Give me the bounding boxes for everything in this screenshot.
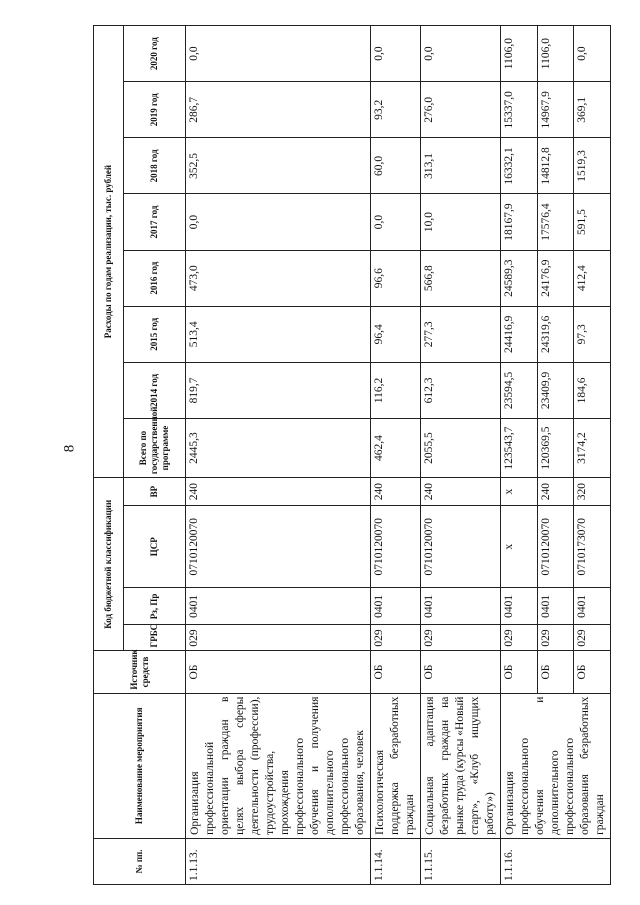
header-rzpr: Рз, Пр (124, 588, 186, 625)
row-csr: 0710120070 (421, 506, 501, 588)
header-year: 2018 год (124, 138, 186, 194)
header-year: 2016 год (124, 250, 186, 306)
row-year-value: 313,1 (421, 138, 501, 194)
row-csr: 0710173070 (574, 506, 611, 588)
row-rzpr: 0401 (371, 588, 421, 625)
row-year-value: 612,3 (421, 362, 501, 418)
row-grbs: 029 (537, 625, 574, 651)
header-year: 2014 год (124, 362, 186, 418)
row-source: ОБ (501, 651, 538, 693)
row-year-value: 1106,0 (537, 26, 574, 82)
row-year-value: 0,0 (371, 194, 421, 250)
row-year-value: 566,8 (421, 250, 501, 306)
row-year-value: 17576,4 (537, 194, 574, 250)
row-year-value: 24589,3 (501, 250, 538, 306)
row-vr: 240 (421, 478, 501, 506)
row-total: 120369,5 (537, 418, 574, 477)
row-year-value: 16332,1 (501, 138, 538, 194)
row-csr: 0710120070 (371, 506, 421, 588)
header-no: № пп. (94, 838, 186, 884)
row-year-value: 15337,0 (501, 82, 538, 138)
header-source: Источник средств (94, 651, 186, 693)
row-vr: 320 (574, 478, 611, 506)
header-kbk: Код бюджетной классификации (94, 478, 124, 651)
row-rzpr: 0401 (537, 588, 574, 625)
budget-table (93, 25, 611, 885)
row-no: 1.1.14. (371, 838, 421, 884)
table-row (186, 26, 371, 885)
row-year-value: 60,0 (371, 138, 421, 194)
row-name: Организация профессиональной ориентации граждан в целях выбора сферы деятельности (профессии), трудоустройства, прохождения профессионального обучения и получения дополнительного профессионального образования, человек (186, 693, 371, 838)
row-year-value: 23594,5 (501, 362, 538, 418)
header-year: 2019 год (124, 82, 186, 138)
row-year-value: 0,0 (421, 26, 501, 82)
row-year-value: 0,0 (371, 26, 421, 82)
row-total: 462,4 (371, 418, 421, 477)
row-csr: 0710120070 (537, 506, 574, 588)
row-source: ОБ (371, 651, 421, 693)
row-source: ОБ (421, 651, 501, 693)
row-csr: 0710120070 (186, 506, 371, 588)
row-year-value: 116,2 (371, 362, 421, 418)
row-vr: 240 (537, 478, 574, 506)
row-year-value: 24176,9 (537, 250, 574, 306)
row-year-value: 1519,3 (574, 138, 611, 194)
row-year-value: 24416,9 (501, 306, 538, 362)
table-row (421, 26, 501, 885)
row-year-value: 96,4 (371, 306, 421, 362)
row-year-value: 18167,9 (501, 194, 538, 250)
row-year-value: 513,4 (186, 306, 371, 362)
row-year-value: 352,5 (186, 138, 371, 194)
row-rzpr: 0401 (186, 588, 371, 625)
header-vr: ВР (124, 478, 186, 506)
rotated-page (93, 25, 623, 885)
row-total: 2445,3 (186, 418, 371, 477)
row-year-value: 97,3 (574, 306, 611, 362)
row-vr: х (501, 478, 538, 506)
row-year-value: 23409,9 (537, 362, 574, 418)
row-vr: 240 (371, 478, 421, 506)
row-no: 1.1.13. (186, 838, 371, 884)
row-year-value: 819,7 (186, 362, 371, 418)
row-year-value: 286,7 (186, 82, 371, 138)
page-number: 8 (61, 444, 78, 453)
row-year-value: 10,0 (421, 194, 501, 250)
row-total: 3174,2 (574, 418, 611, 477)
row-year-value: 93,2 (371, 82, 421, 138)
row-year-value: 184,6 (574, 362, 611, 418)
row-year-value: 277,3 (421, 306, 501, 362)
row-grbs: 029 (501, 625, 538, 651)
row-year-value: 14812,8 (537, 138, 574, 194)
header-csr: ЦСР (124, 506, 186, 588)
header-name: Наименование мероприятия (94, 693, 186, 838)
row-year-value: 0,0 (186, 194, 371, 250)
header-year: 2020 год (124, 26, 186, 82)
header-total: Всего по государственной программе (124, 418, 186, 477)
row-year-value: 96,6 (371, 250, 421, 306)
row-year-value: 412,4 (574, 250, 611, 306)
row-year-value: 591,5 (574, 194, 611, 250)
row-rzpr: 0401 (421, 588, 501, 625)
row-name: Организация профессионального обучения и дополнительного профессионального образования безработных граждан (501, 693, 611, 838)
header-year: 2015 год (124, 306, 186, 362)
row-csr: х (501, 506, 538, 588)
table-row (501, 26, 538, 885)
table-row (371, 26, 421, 885)
header-year: 2017 год (124, 194, 186, 250)
row-source: ОБ (574, 651, 611, 693)
row-year-value: 0,0 (574, 26, 611, 82)
row-source: ОБ (537, 651, 574, 693)
row-no: 1.1.15. (421, 838, 501, 884)
row-grbs: 029 (371, 625, 421, 651)
row-year-value: 369,1 (574, 82, 611, 138)
row-rzpr: 0401 (501, 588, 538, 625)
row-grbs: 029 (186, 625, 371, 651)
row-name: Социальная адаптация безработных граждан на рынке труда (курсы «Новый старт», «Клуб ищущих работу») (421, 693, 501, 838)
row-grbs: 029 (574, 625, 611, 651)
row-total: 123543,7 (501, 418, 538, 477)
row-year-value: 24319,6 (537, 306, 574, 362)
row-year-value: 276,0 (421, 82, 501, 138)
row-total: 2055,5 (421, 418, 501, 477)
row-grbs: 029 (421, 625, 501, 651)
row-no: 1.1.16. (501, 838, 611, 884)
row-year-value: 1106,0 (501, 26, 538, 82)
row-year-value: 14967,9 (537, 82, 574, 138)
row-vr: 240 (186, 478, 371, 506)
header-costs: Расходы по годам реализации, тыс. рублей (94, 26, 124, 478)
header-grbs: ГРБС (124, 625, 186, 651)
row-year-value: 473,0 (186, 250, 371, 306)
row-name: Психологическая поддержка безработных граждан (371, 693, 421, 838)
row-source: ОБ (186, 651, 371, 693)
row-year-value: 0,0 (186, 26, 371, 82)
row-rzpr: 0401 (574, 588, 611, 625)
